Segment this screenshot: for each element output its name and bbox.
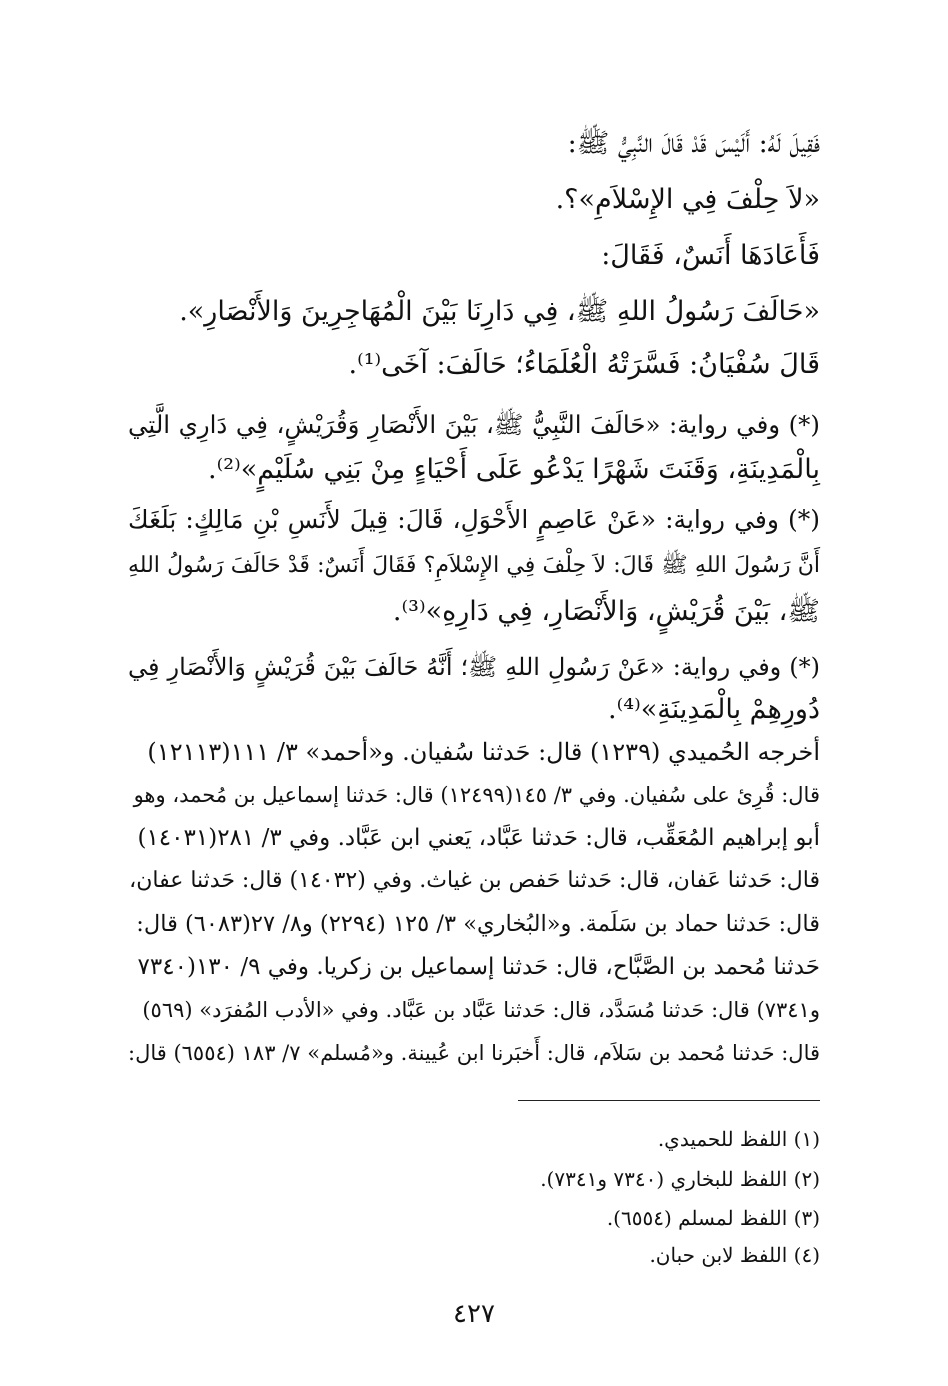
takhrij-line: قال: حَدثنا مُحمد بن سَلاَم، قال: أَخبَرنا ابن عُيينة. و«مُسلم» ٧/ ١٨٣ (٦٥٥٤) قال: <box>128 1041 820 1065</box>
footnote: (٢) اللفظ للبخاري (٧٣٤٠ و٧٣٤١). <box>540 1167 820 1191</box>
footnote-divider <box>518 1100 820 1101</box>
body-line: «لاَ حِلْفَ فِي الإِسْلاَمِ»؟. <box>555 184 820 215</box>
takhrij-line: حَدثنا مُحمد بن الصَّبَّاح، قال: حَدثنا إسماعيل بن زكريا. وفي ٩/ ١٣٠(٧٣٤٠ <box>137 954 820 980</box>
takhrij-line: قال: حَدثنا حماد بن سَلَمة. و«البُخاري» ٣/ ١٢٥ (٢٢٩٤) و٨/ ٢٧(٦٠٨٣) قال: <box>136 911 820 937</box>
page-number: ٤٢٧ <box>453 1299 495 1329</box>
footnote: (١) اللفظ للحميدي. <box>657 1127 820 1151</box>
footnote: (٤) اللفظ لابن حبان. <box>649 1243 820 1267</box>
body-line: (*) وفي رواية: «عَنْ عَاصِمٍ الأَحْوَلِ، قَالَ: قِيلَ لأَنَسِ بْنِ مَالِكٍ: بَلَغَكَ <box>128 505 820 534</box>
body-line: أَنَّ رَسُولَ اللهِ ﷺ قَالَ: لاَ حِلْفَ فِي الإِسْلاَمِ؟ فَقَالَ أَنَسٌ: قَدْ حَالَفَ رَسُولُ اللهِ <box>128 553 820 578</box>
takhrij-line: قال: حَدثنا عَفان، قال: حَدثنا حَفص بن غياث. وفي (١٤٠٣٢) قال: حَدثنا عفان، <box>129 868 820 893</box>
body-line: فَقِيلَ لَهُ: أَلَيْسَ قَدْ قَالَ النَّبِيُّ ﷺ: <box>567 128 820 159</box>
footnote: (٣) اللفظ لمسلم (٦٥٥٤). <box>606 1206 820 1230</box>
takhrij-line: أخرجه الحُميدي (١٢٣٩) قال: حَدثنا سُفيان. و«أحمد» ٣/ ١١١(١٢١١٣) <box>147 738 820 766</box>
body-line: «حَالَفَ رَسُولُ اللهِ ﷺ، فِي دَارِنَا بَيْنَ الْمُهَاجِرِينَ وَالأَنْصَارِ». <box>179 296 820 327</box>
body-line: ﷺ، بَيْنَ قُرَيْشٍ، وَالأَنْصَارِ، فِي دَارِهِ»⁽³⁾. <box>392 596 820 627</box>
body-line: دُورِهِمْ بِالْمَدِينَةِ»⁽⁴⁾. <box>608 694 820 725</box>
body-line: (*) وفي رواية: «حَالَفَ النَّبِيُّ ﷺ، بَيْنَ الأَنْصَارِ وَقُرَيْشٍ، فِي دَارِي الَّتِي <box>128 410 820 439</box>
body-line: فَأَعَادَهَا أَنَسٌ، فَقَالَ: <box>601 240 820 271</box>
body-line: (*) وفي رواية: «عَنْ رَسُولِ اللهِ ﷺ؛ أَنَّهُ حَالَفَ بَيْنَ قُرَيْشٍ وَالأَنْصَارِ فِي <box>128 653 820 681</box>
takhrij-line: قال: قُرِئ على سُفيان. وفي ٣/ ١٤٥(١٢٤٩٩) قال: حَدثنا إسماعيل بن مُحمد، وهو <box>133 783 820 807</box>
body-line: قَالَ سُفْيَانُ: فَسَّرَتْهُ الْعُلَمَاءُ؛ حَالَفَ: آخَى⁽¹⁾. <box>348 349 820 380</box>
body-line: بِالْمَدِينَةِ، وَقَنَتَ شَهْرًا يَدْعُو عَلَى أَحْيَاءٍ مِنْ بَنِي سُلَيْمٍ»⁽²⁾. <box>208 454 820 485</box>
takhrij-line: و٧٣٤١) قال: حَدثنا مُسَدَّد، قال: حَدثنا عَبَّاد بن عَبَّاد. وفي «الأدب المُفرَد» (٥٦٩) <box>142 998 820 1022</box>
takhrij-line: أبو إبراهيم المُعَقِّب، قال: حَدثنا عَبَّاد، يَعني ابن عَبَّاد. وفي ٣/ ٢٨١(١٤٠٣١) <box>137 825 820 851</box>
